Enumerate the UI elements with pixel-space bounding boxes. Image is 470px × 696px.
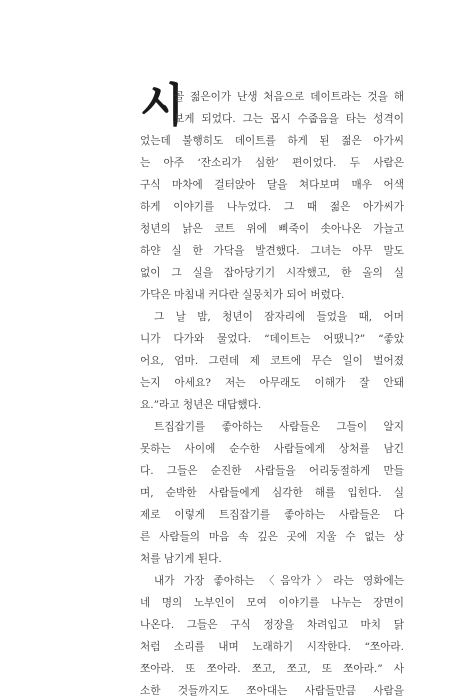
text-line: 제로 이렇게 트집잡기를 좋아하는 사람들은 다 xyxy=(140,509,404,521)
text-line: 는지 아세요? 저는 아무래도 이해가 잘 안돼 xyxy=(140,377,404,389)
text-line: 니가 다가와 물었다. “데이트는 어땠니?” “좋았 xyxy=(140,333,404,345)
text-line: 없이 그 실을 잡아당기기 시작했고, 한 올의 실 xyxy=(140,267,404,279)
text-line: 다. 그들은 순진한 사람들을 어리둥절하게 만들 xyxy=(140,465,404,477)
text-line: 어요, 엄마. 그런데 제 코트에 무슨 일이 벌어졌 xyxy=(140,355,404,367)
text-line: 네 명의 노부인이 모여 이야기를 나누는 장면이 xyxy=(140,597,404,609)
text-line: 구식 마차에 걸터앉아 달을 쳐다보며 매우 어색 xyxy=(140,179,404,191)
text-line: 며, 순박한 사람들에게 심각한 해를 입힌다. 실 xyxy=(140,487,404,499)
drop-cap: 시 xyxy=(140,78,183,132)
text-line: 른 사람들의 마음 속 깊은 곳에 지울 수 없는 상 xyxy=(140,531,404,543)
text-line: 청년의 낡은 코트 위에 삐죽이 솟아나온 가늘고 xyxy=(140,223,404,235)
text-line: 가닥은 마침내 커다란 실뭉치가 되어 버렸다. xyxy=(140,289,345,301)
text-line: 트집잡기를 좋아하는 사람들은 그들이 알지 xyxy=(154,421,404,433)
text-line: 는 아주 ‘잔소리가 심한’ 편이었다. 두 사람은 xyxy=(140,157,404,169)
text-line: 처를 남기게 된다. xyxy=(140,553,222,565)
text-line: 못하는 사이에 순수한 사람들에게 상처를 남긴 xyxy=(140,443,404,455)
text-line: 그 날 밤, 청년이 잠자리에 들었을 때, 어머 xyxy=(154,311,404,323)
text-line: 요.”라고 청년은 대답했다. xyxy=(140,399,262,411)
text-line: 하얀 실 한 가닥을 발견했다. 그녀는 아무 말도 xyxy=(140,245,404,257)
text-line: 하게 이야기를 나누었다. 그 때 젊은 아가씨가 xyxy=(140,201,404,213)
text-line: 보게 되었다. 그는 몹시 수줍음을 타는 성격이 xyxy=(174,113,404,125)
text-line: 내가 가장 좋아하는 〈음악가〉라는 영화에는 xyxy=(154,575,404,587)
text-line: 쪼아라. 또 쪼아라. 쪼고, 쪼고, 또 쪼아라.” 사 xyxy=(140,663,404,675)
text-line: 소한 것들까지도 쪼아대는 사람들만큼 사람을 xyxy=(140,685,404,696)
text-line: 처럼 소리를 내며 노래하기 시작한다. “쪼아라. xyxy=(140,641,404,653)
text-line: 었는데 불행히도 데이트를 하게 된 젊은 아가씨 xyxy=(140,135,404,147)
text-line: 골 젊은이가 난생 처음으로 데이트라는 것을 해 xyxy=(174,91,404,103)
text-line: 나온다. 그들은 구식 정장을 차려입고 마치 닭 xyxy=(140,619,404,631)
